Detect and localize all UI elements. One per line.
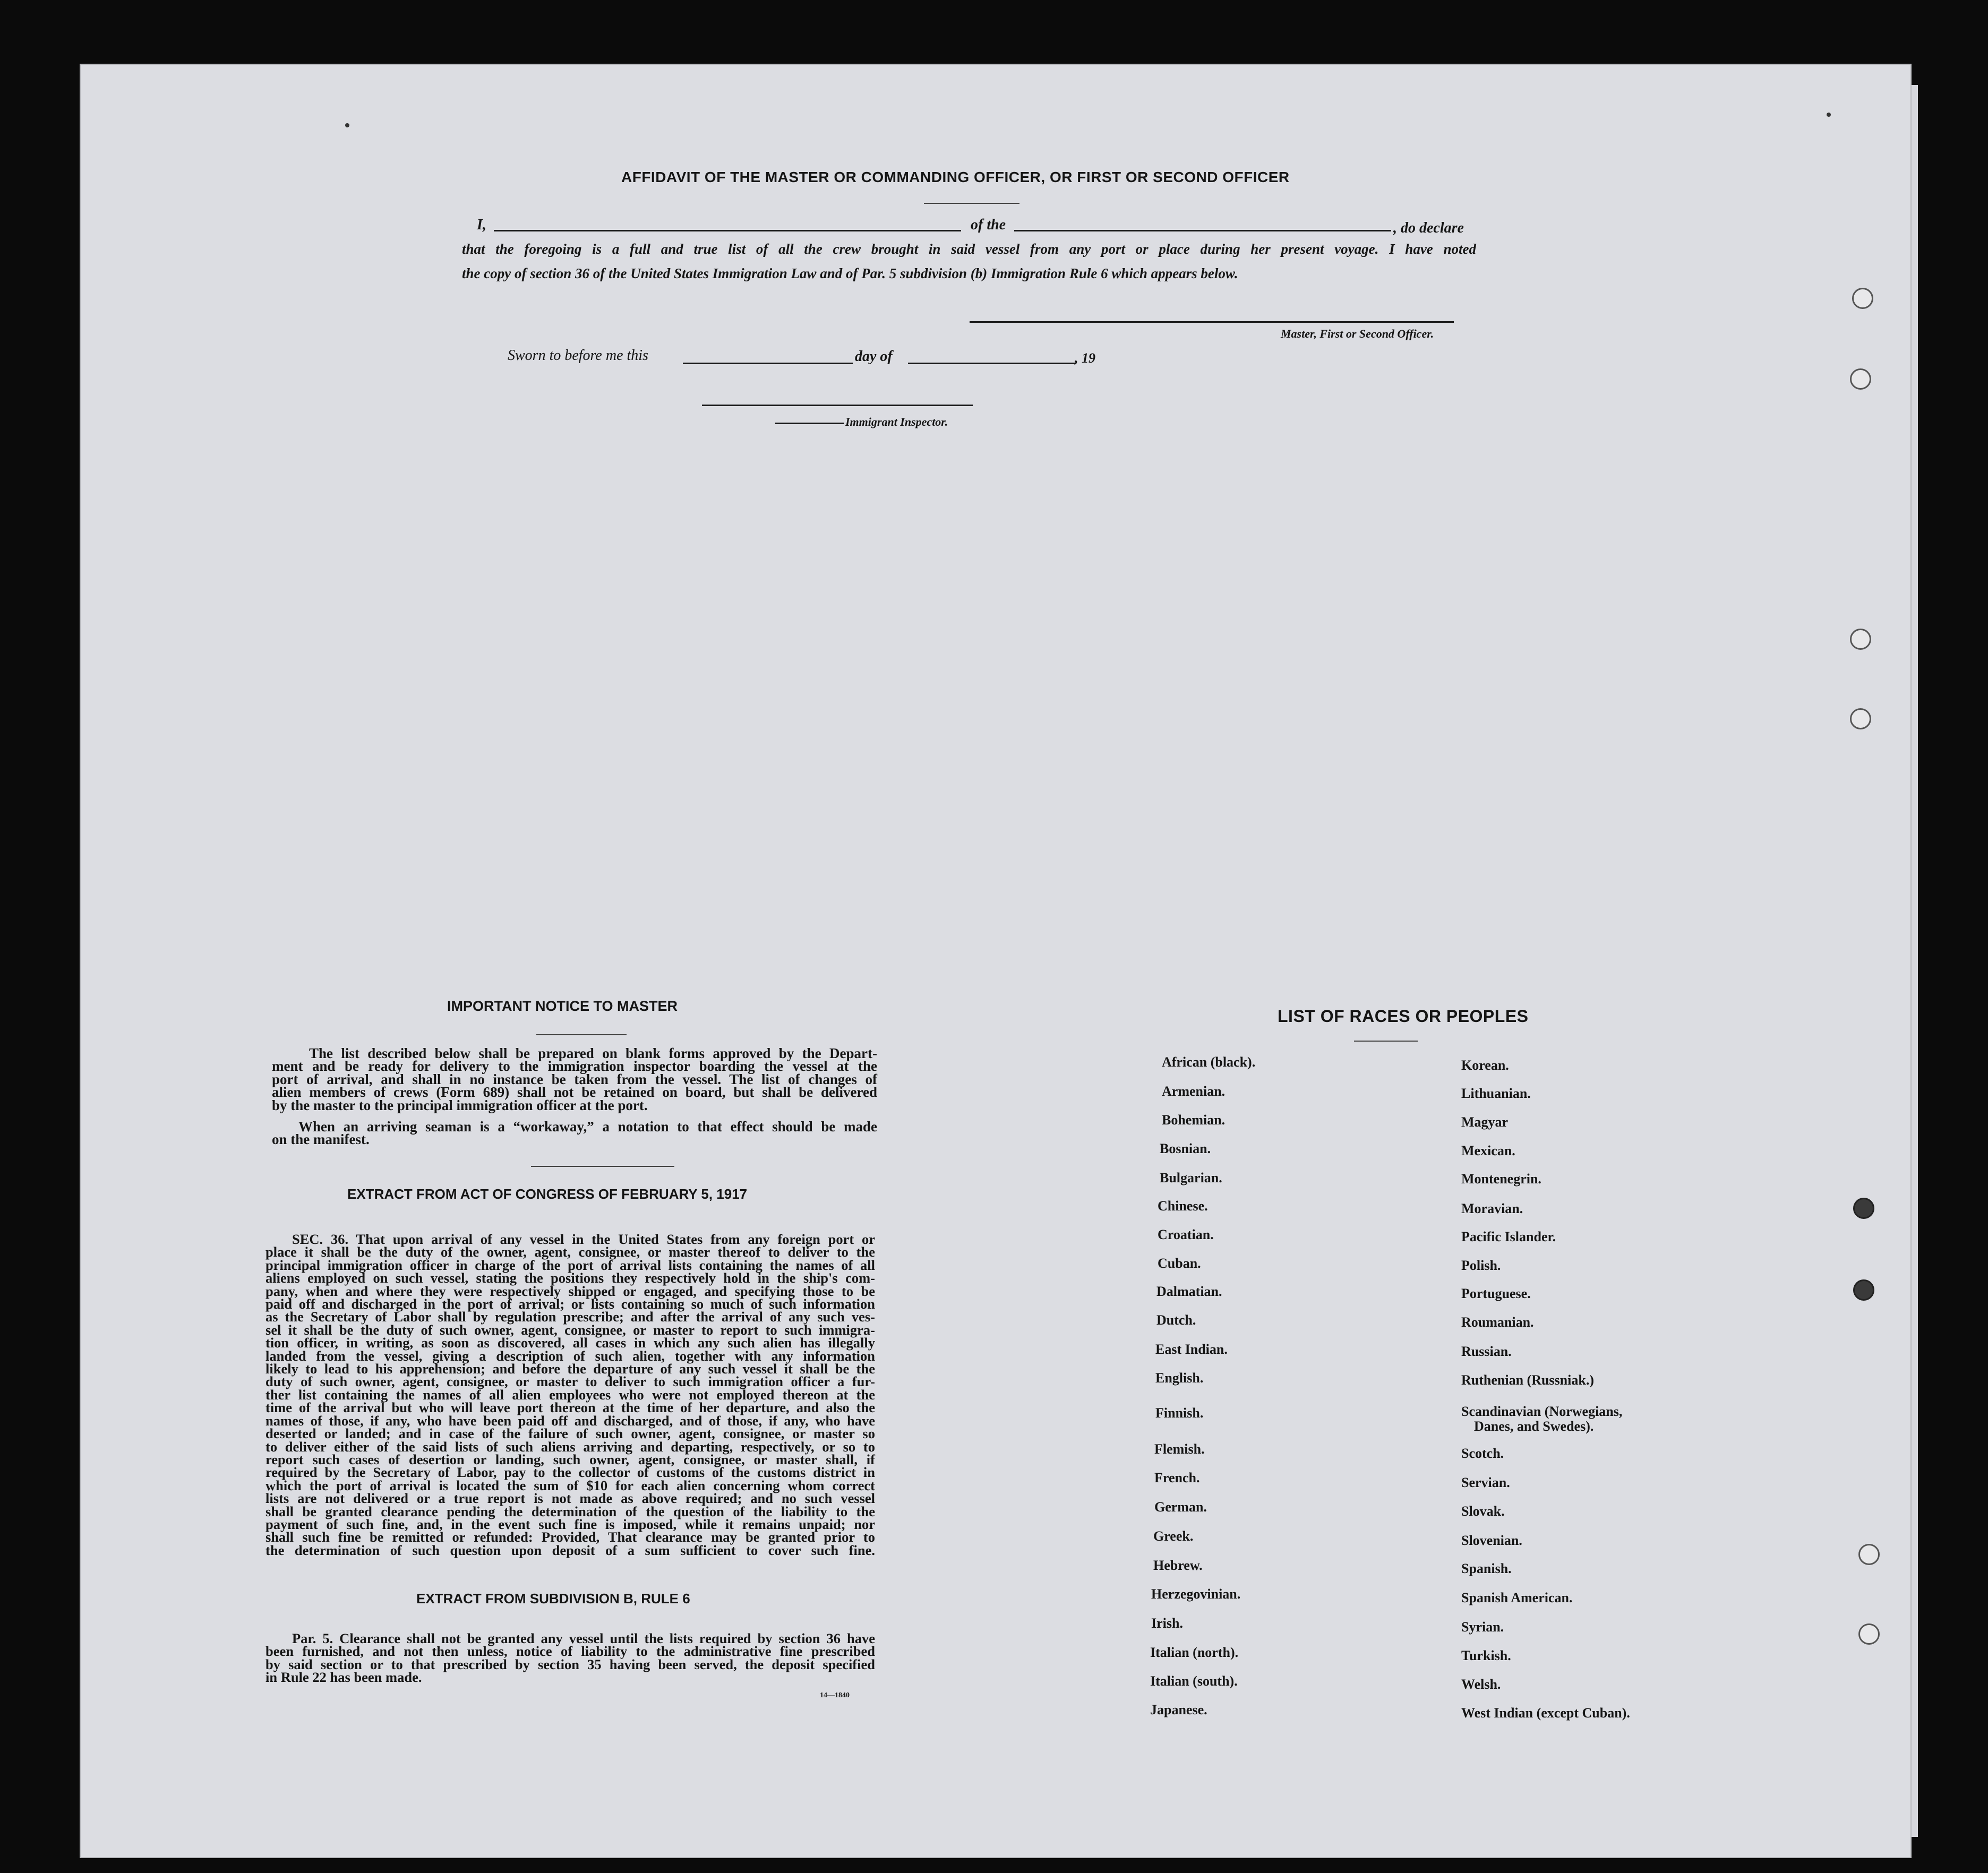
race-item: Magyar — [1461, 1114, 1509, 1130]
race-item: Polish. — [1461, 1258, 1501, 1273]
text-line: the determination of such question upon deposit of a sum sufficient to cover such fine. — [265, 1542, 875, 1558]
race-item: African (black). — [1162, 1054, 1256, 1070]
race-item: Spanish American. — [1461, 1590, 1573, 1605]
race-item: Roumanian. — [1461, 1314, 1534, 1330]
race-item: Danes, and Swedes). — [1474, 1419, 1594, 1434]
punch-hole — [1858, 1623, 1880, 1645]
divider — [1354, 1041, 1418, 1042]
race-item: East Indian. — [1155, 1342, 1228, 1357]
affidavit-of-the: of the — [971, 217, 1006, 233]
text-line: on the manifest. — [272, 1131, 370, 1148]
text-line: deserted or landed; and in case of the failure of such owner, agent, consignee, or master so — [265, 1425, 875, 1442]
sworn-day-blank-line — [683, 363, 853, 364]
punch-hole — [1850, 629, 1871, 650]
race-item: Dutch. — [1156, 1312, 1196, 1328]
text-line: names of those, if any, who have been paid off and discharged, and of those, if any, who have — [265, 1412, 875, 1429]
sworn-label: Sworn to before me this — [508, 347, 648, 364]
notice-paragraph-2 — [272, 1120, 877, 1146]
text-line: to deliver either of the said lists of such aliens arriving and departing, respectively, or so to — [265, 1438, 875, 1455]
text-line: duty of such owner, agent, consignee, or master to deliver to such immigration officer a fur- — [265, 1373, 875, 1390]
race-item: Lithuanian. — [1461, 1086, 1531, 1101]
race-item: Bohemian. — [1162, 1112, 1226, 1128]
name-blank-line — [494, 230, 961, 231]
race-item: Dalmatian. — [1156, 1284, 1222, 1299]
text-line: by said section or to that prescribed by section 35 having been served, the deposit specified — [265, 1656, 875, 1672]
text-line: When an arriving seaman is a “workaway,” a notation to that effect should be made — [298, 1119, 877, 1135]
text-line: been furnished, and not then unless, notice of liability to the administrative fine prescribed — [265, 1643, 875, 1660]
affidavit-do-declare: , do declare — [1393, 220, 1464, 236]
race-item: Montenegrin. — [1461, 1171, 1541, 1187]
race-item: Italian (north). — [1150, 1645, 1239, 1660]
punch-hole — [1853, 1198, 1874, 1219]
race-item: Scandinavian (Norwegians, — [1461, 1404, 1623, 1419]
race-item: Spanish. — [1461, 1561, 1512, 1576]
text-line: payment of such fine, and, in the event such fine is imposed, while it remains unpaid; nor — [265, 1516, 875, 1532]
race-item: Korean. — [1461, 1058, 1509, 1073]
affidavit-title: AFFIDAVIT OF THE MASTER OR COMMANDING OFFICER, OR FIRST OR SECOND OFFICER — [621, 169, 1290, 185]
notice-title: IMPORTANT NOTICE TO MASTER — [447, 998, 678, 1014]
race-item: Italian (south). — [1150, 1673, 1238, 1689]
smudge-mark — [1827, 113, 1831, 117]
form-number: 14—1840 — [820, 1691, 850, 1699]
race-item: Servian. — [1461, 1475, 1510, 1490]
text-line: as the Secretary of Labor shall by regulation prescribe; and after the arrival of any such ves- — [265, 1309, 875, 1325]
signature-caption: Master, First or Second Officer. — [1281, 327, 1434, 340]
race-item: French. — [1154, 1470, 1200, 1485]
race-item: Bosnian. — [1160, 1141, 1211, 1156]
punch-hole — [1852, 288, 1873, 309]
race-item: Armenian. — [1162, 1084, 1226, 1099]
punch-hole — [1850, 708, 1871, 729]
text-line: report such cases of desertion or landing, such owner, agent, consignee, or master shall, if — [265, 1451, 875, 1467]
divider — [536, 1034, 627, 1035]
act-extract-body — [265, 1233, 875, 1557]
smudge-mark — [345, 123, 349, 127]
affidavit-text-line-1: that the foregoing is a full and true list of all the crew brought in said vessel from any port or place during her present voyage. I have noted — [462, 241, 1476, 257]
inspector-signature-line — [702, 405, 973, 406]
race-item: Japanese. — [1150, 1702, 1207, 1717]
punch-hole — [1858, 1544, 1880, 1565]
text-line: aliens employed on such vessel, stating the positions they respectively hold in the ship's com- — [265, 1270, 875, 1286]
text-line: sel it shall be the duty of such owner, agent, consignee, or master to report to such immigra- — [265, 1321, 875, 1338]
divider — [531, 1166, 674, 1167]
race-item: Bulgarian. — [1160, 1170, 1222, 1185]
race-item: West Indian (except Cuban). — [1461, 1705, 1630, 1721]
rule-extract-title: EXTRACT FROM SUBDIVISION B, RULE 6 — [416, 1591, 690, 1606]
race-item: Flemish. — [1154, 1441, 1205, 1457]
affidavit-i-label: I, — [477, 217, 486, 233]
rule-extract-body — [265, 1632, 875, 1684]
text-line: shall such fine be remitted or refunded: Provided, That clearance may be granted prior to — [265, 1529, 875, 1545]
race-item: Chinese. — [1158, 1198, 1208, 1214]
text-line: SEC. 36. That upon arrival of any vessel in the United States from any foreign port or — [292, 1231, 875, 1247]
act-extract-title: EXTRACT FROM ACT OF CONGRESS OF FEBRUARY 5, 1917 — [347, 1186, 748, 1202]
text-line: tion officer, in writing, as soon as discovered, all cases in which any such alien has illegally — [265, 1335, 875, 1351]
race-item: Ruthenian (Russniak.) — [1461, 1372, 1594, 1388]
race-item: Greek. — [1153, 1528, 1194, 1544]
race-item: Slovenian. — [1461, 1533, 1522, 1548]
race-item: Irish. — [1151, 1616, 1183, 1631]
document-sheet — [80, 64, 1912, 1858]
text-line: ment and be ready for delivery to the immigration inspector boarding the vessel at the — [272, 1058, 877, 1075]
year-label: , 19 — [1075, 350, 1095, 366]
text-line: which the port of arrival is located the sum of $10 for each alien concerning whom correct — [265, 1477, 875, 1493]
text-line: time of the arrival but who will leave port thereon at the time of her departure, and also the — [265, 1399, 875, 1416]
inspector-caption: Immigrant Inspector. — [845, 415, 948, 428]
text-line: Par. 5. Clearance shall not be granted any vessel until the lists required by section 36 have — [292, 1630, 875, 1646]
race-item: Slovak. — [1461, 1503, 1505, 1519]
race-item: Finnish. — [1155, 1405, 1204, 1421]
text-line: place it shall be the duty of the owner, agent, consignee, or master thereof to deliver to the — [265, 1244, 875, 1260]
race-item: Scotch. — [1461, 1446, 1504, 1461]
punch-hole — [1853, 1279, 1874, 1301]
text-line: paid off and discharged in the port of arrival; or lists containing so much of such information — [265, 1296, 875, 1312]
text-line: The list described below shall be prepared on blank forms approved by the Depart- — [309, 1045, 877, 1061]
text-line: required by the Secretary of Labor, pay to the collector of customs of the customs district in — [265, 1464, 875, 1481]
race-item: Hebrew. — [1153, 1558, 1203, 1573]
divider — [924, 203, 1019, 204]
race-item: Portuguese. — [1461, 1286, 1531, 1301]
race-item: Herzegovinian. — [1151, 1586, 1241, 1602]
race-item: Croatian. — [1158, 1227, 1214, 1242]
text-line: in Rule 22 has been made. — [265, 1669, 422, 1686]
text-line: landed from the vessel, giving a description of such alien, together with any information — [265, 1347, 875, 1364]
text-line: port of arrival, and shall in no instance be taken from the vessel. The list of changes of — [272, 1071, 877, 1087]
affidavit-text-line-2: the copy of section 36 of the United States Immigration Law and of Par. 5 subdivision (b) Immigration Rule 6 which appears below. — [462, 265, 1238, 281]
race-item: Mexican. — [1461, 1143, 1515, 1158]
notice-paragraph-1 — [272, 1047, 877, 1112]
sworn-month-blank-line — [908, 363, 1076, 364]
text-line: pany, when and where they were respectively shipped or engaged, and specifying those to be — [265, 1283, 875, 1299]
text-line: alien members of crews (Form 689) shall not be retained on board, but shall be delivered — [272, 1084, 877, 1101]
race-item: Pacific Islander. — [1461, 1229, 1556, 1244]
text-line: lists are not delivered or a true report is not made as above required; and no such vessel — [265, 1490, 875, 1507]
race-item: Moravian. — [1461, 1201, 1523, 1216]
punch-hole — [1850, 368, 1871, 390]
inspector-caption-dash — [775, 423, 844, 424]
races-title: LIST OF RACES OR PEOPLES — [1278, 1007, 1529, 1026]
vessel-blank-line — [1014, 230, 1391, 231]
text-line: principal immigration officer in charge of the port of arrival lists containing the names of all — [265, 1257, 875, 1273]
day-of-label: day of — [855, 348, 893, 365]
race-item: Turkish. — [1461, 1648, 1511, 1663]
text-line: shall be granted clearance pending the determination of the question of the liability to the — [265, 1503, 875, 1519]
race-item: Russian. — [1461, 1344, 1512, 1359]
signature-line — [970, 321, 1454, 323]
race-item: German. — [1154, 1499, 1207, 1515]
race-item: English. — [1155, 1370, 1204, 1386]
text-line: ther list containing the names of all alien employees who were not employed thereon at the — [265, 1386, 875, 1403]
text-line: by the master to the principal immigration officer at the port. — [272, 1097, 648, 1113]
race-item: Cuban. — [1158, 1256, 1201, 1271]
text-line: likely to lead to his apprehension; and before the departure of any such vessel it shall be the — [265, 1361, 875, 1377]
race-item: Syrian. — [1461, 1619, 1504, 1635]
race-item: Welsh. — [1461, 1677, 1501, 1692]
